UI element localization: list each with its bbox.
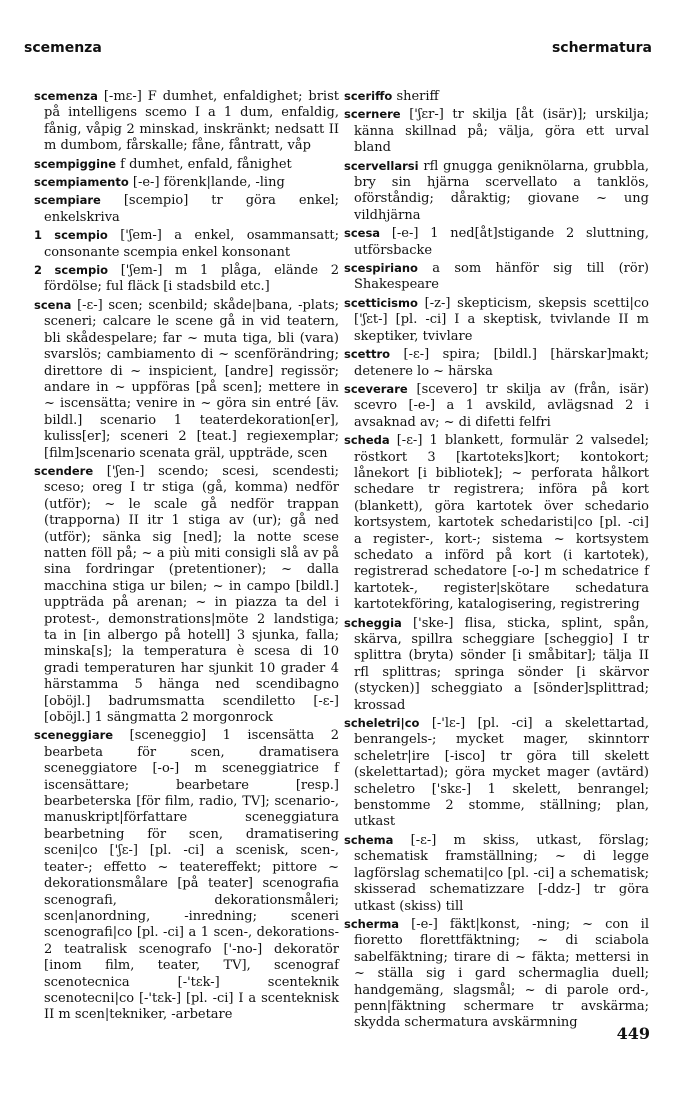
headword: scena [34,297,72,312]
headword: scendere [34,463,94,478]
definition: sheriff [396,89,439,104]
definition: [-ɛ-] 1 blankett, formulär 2 valsedel; röstkort 3 [kartoteks]kort; kontokort; lånekort [i bibliotek]; ~ perforata hålkort schedare tr registrera; införa på kort (blankett), göra kartotek över schedario kortsystem, kartotek schedaristi|co [pl. -ci] a register-, kort-; sistema ~ kortsystem schedato a införd på kort (i kartotek), registrerad schedatore [-o-] m schedatrice f kartotek-, register|skötare schedatura kartotekföring, katalogisering, registrering [354,433,649,613]
definition: [-ɛ-] spira; [bildl.] [härskar]makt; detenere lo ~ härska [354,347,649,379]
definition: [-z-] skepticism, skepsis scetti|co ['ʃɛt-] [pl. -ci] I a skeptisk, tvivlande II m skeptiker, tvivlare [354,295,649,344]
headword: schema [344,832,394,847]
headword: 2 scempio [34,263,109,278]
dictionary-entry [344,715,649,831]
headword: scettro [344,347,391,362]
headword: scherma [344,916,400,931]
dictionary-entry [34,192,339,226]
definition: f dumhet, enfald, fånighet [120,156,292,172]
headword: scemenza [34,89,98,103]
dictionary-entry [344,106,649,156]
headword: scheletri|co [344,716,420,731]
definition: [scempio] tr göra enkel; enkelskriva [44,193,339,225]
headword: scempiare [34,193,101,208]
headword: sceverare [344,381,408,396]
definition: ['ʃen-] scendo; scesi, scendesti; sceso; oreg I tr stiga (gå, komma) nedför (utför); ~ le scale gå nedför trappan (trapporna) II itr 1 stiga av (ur); gå ned (utför); sänka sig [ned]; la notte scese natten föll på; ~ a più miti consigli slå av på sina fordringar (pretentioner); ~ dalla macchina stiga ur bilen; ~ in campo [bildl.] uppträda på arenan; ~ in piazza ta del i protest-, demonstrations|möte 2 landstiga; ta in [in albergo på hotell] 3 sjunka, falla; minska[s]; la temperatura è scesa di 10 gradi temperaturen har sjunkit 10 grader 4 härstamma 5 hänga ned scendibagno [oböjl.] badrumsmatta scendiletto [-ɛ-] [oböjl.] 1 sängmatta 2 morgonrock [44,463,339,726]
definition: rfl gnugga geniknölarna, grubbla, bry sin hjärna scervellato a tanklös, oförståndig; dåraktig; giovane ~ ung vildhjärna [354,158,649,223]
headword: scesa [344,226,381,241]
running-head-right: schermatura [551,40,652,56]
headword: sceriffo [344,89,393,103]
dictionary-entry [344,381,649,431]
dictionary-entry [344,346,649,380]
dictionary-entry [34,227,339,261]
dictionary-entry [34,297,339,462]
dictionary-entry [344,432,649,613]
dictionary-entry [34,156,339,173]
definition: ['ske-] flisa, sticka, splint, spån, skärva, spillra scheggiare [scheggio] I tr splittra (bryta) sönder [i småbitar]; tälja II rfl splittras; springa sönder [i skärvor (stycken)] scheggiato a [sönder]splittrad; krossad [354,615,649,713]
running-head-left: scemenza [24,40,102,56]
definition: [-ɛ-] m skiss, utkast, förslag; schematisk framställning; ~ di legge lagförslag schemati|co [pl. -ci] a schematisk; skisserad schematizzare [-ddz-] tr göra utkast (skiss) till [354,832,650,914]
headword: 1 scempio [34,228,108,243]
definition: [-ɛ-] scen; scenbild; skåde|bana, -plats; sceneri; calcare le scene gå in vid teatern, bli skådespelare; far ~ muta tiga, bli (vara) svarslös; cambiamento di ~ scenförändring; direttore di ~ inspicient, [andre] regissör; andare in ~ uppföras [på scen]; mettere in ~ iscensätta; venire in ~ göra sin entré [äv. bildl.] scenario 1 teaterdekoration[er], kuliss[er]; sceneri 2 [teat.] regiexemplar; [film]scenario scenata gräl, uppträde, scen [44,297,339,461]
dictionary-entry [344,295,649,345]
definition: [sceneggio] 1 iscensätta 2 bearbeta för scen, dramatisera sceneggiatore [-o-] m sceneggiatrice f iscensättare; bearbetare [resp.] bearbeterska [för film, radio, TV]; scenario-, manuskript|författare sceneggiatura bearbetning för scen, dramatisering sceni|co ['ʃɛ-] [pl. -ci] a scenisk, scen-, teater-; effetto ~ teatereffekt; pittore ~ dekorationsmålare [på teater] scenografia scenografi, dekorationsmåleri; scen|anordning, -inredning; sceneri scenografi|co [pl. -ci] a 1 scen-, dekorations- 2 teatralisk scenografo ['-no-] dekoratör [inom film, teater, TV], scenograf scenotecnica [-'tɛk-] scenteknik scenotecni|co [-'tɛk-] [pl. -ci] I a scenteknisk II m scen|tekniker, -arbetare [44,728,340,1023]
dictionary-entry [34,727,339,1023]
dictionary-entry [34,88,339,155]
right-column [344,88,649,1033]
definition: [-e-] 1 ned[åt]stigande 2 sluttning, utförsbacke [354,226,649,258]
definition: [-'lɛ-] [pl. -ci] a skelettartad, benrangels-; mycket mager, skinntorr scheletr|ire [-isco] tr göra till skelett (skelettartad); göra mycket mager (avtärd) scheletro ['skɛ-] 1 skelett, benrangel; benstomme 2 stomme, ställning; plan, utkast [354,716,649,830]
dictionary-entry [344,260,649,294]
dictionary-entry [344,225,649,259]
headword: scempiggine [34,156,117,171]
definition: ['ʃem-] a enkel, osammansatt; consonante scempia enkel konsonant [44,228,340,260]
definition: [scevero] tr skilja av (från, isär) scevro [-e-] a 1 avskild, avlägsnad 2 i avsaknad av; ~ di difetti felfri [354,381,649,430]
left-column [34,88,339,1025]
dictionary-entry [344,615,649,714]
definition: [-mɛ-] F dumhet, enfaldighet; brist på intelligens scemo I a 1 dum, enfaldig, fånig, våpig 2 minskad, inskränkt; nedsatt II m dumbom, fårskalle; fåne, fåntratt, våp [44,89,339,154]
headword: scheda [344,433,390,448]
headword: scetticismo [344,295,418,310]
page-number: 449 [616,1024,650,1043]
dictionary-entry [34,174,339,191]
definition: ['ʃem-] m 1 plåga, elände 2 fördölse; ful fläck [i stadsbild etc.] [44,263,339,295]
dictionary-entry [344,916,649,1032]
definition: ['ʃɛr-] tr skilja [åt (isär)]; urskilja; känna skillnad på; välja, göra ett urval bland [354,107,649,156]
dictionary-entry [34,262,339,296]
dictionary-entry [344,88,649,105]
headword: scervellarsi [344,158,419,173]
headword: sceneggiare [34,728,114,743]
definition: [-e-] förenk|lande, -ling [132,175,285,191]
headword: scernere [344,107,401,122]
dictionary-entry [344,832,649,915]
headword: scheggia [344,615,402,630]
headword: scespiriano [344,261,418,276]
definition: [-e-] fäkt|konst, -ning; ~ con il fioretto florettfäktning; ~ di sciabola sabelfäktning; tirare di ~ fäkta; mettersi in ~ ställa sig i gard schermaglia duell; handgemäng, slagsmål; ~ di parole ord-, penn|fäktning schermare tr avskärma; skydda schermatura avskärmning [354,916,649,1031]
headword: scempiamento [34,175,129,190]
dictionary-entry [34,463,339,727]
dictionary-entry [344,158,649,225]
definition: a som hänför sig till (rör) Shakespeare [354,261,649,293]
